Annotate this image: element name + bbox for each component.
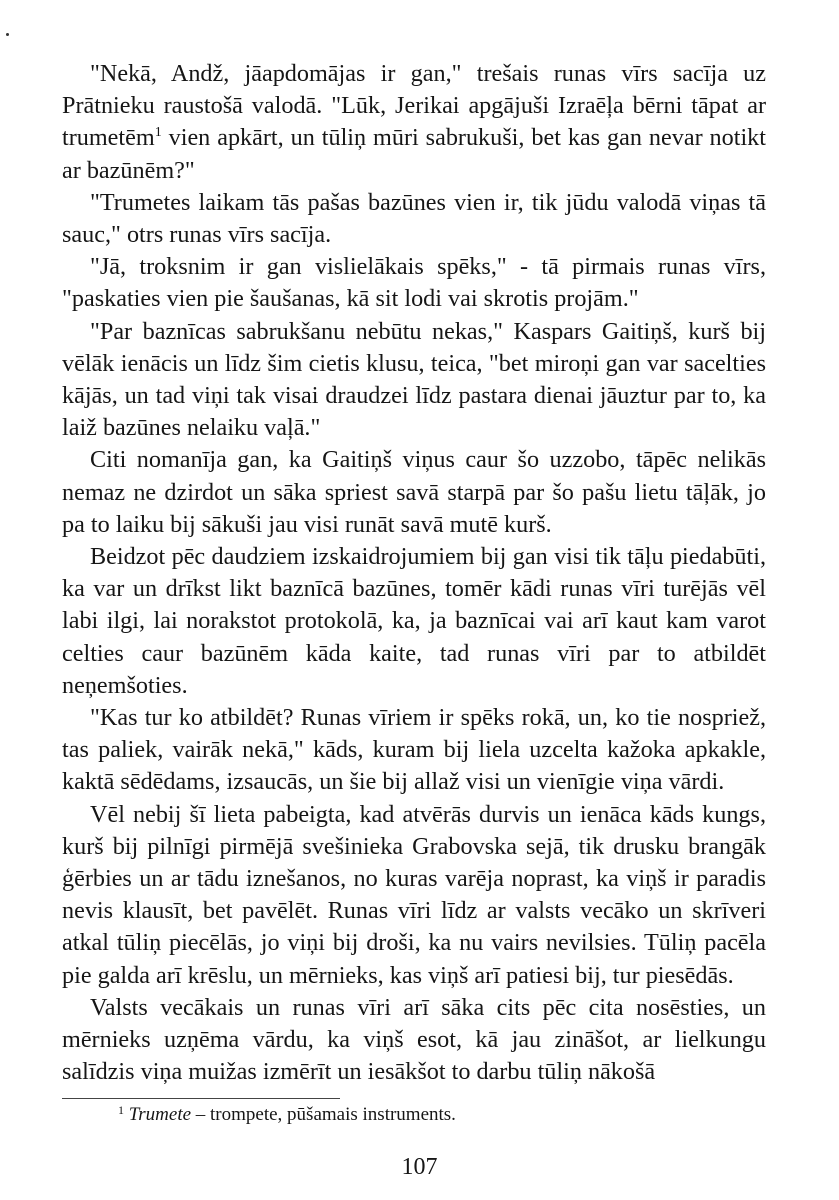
paragraph: "Jā, troksnim ir gan vislielākais spēks," - tā pirmais runas vīrs, "paskaties vien pie šaušanas, kā sit lodi vai skrotis projām.": [62, 253, 766, 313]
paragraph: "Trumetes laikam tās pašas bazūnes vien ir, tik jūdu valodā viņas tā sauc," otrs runas vīrs sacīja.: [62, 188, 766, 249]
paragraph: "Kas tur ko atbildēt? Runas vīriem ir spēks rokā, un, ko tie nospriež, tas paliek, vairāk nekā," kāds, kuram bij liela uzcelta kažoka apkakle, kaktā sēdēdams, izsaucās, un šie bij allaž visi un vienīgie viņa vārdi.: [62, 704, 766, 796]
paragraph: [62, 58, 766, 187]
footnote-reference: 1: [154, 125, 162, 141]
paragraph: Citi nomanīja gan, ka Gaitiņš viņus caur šo uzzobo, tāpēc nelikās nemaz ne dzirdot un sāka spriest savā starpā par šo pašu lietu tāļāk, jo pa to laiku bij sākuši jau visi runāt savā mutē kurš.: [62, 446, 766, 538]
footnote-term: Trumete: [128, 1104, 192, 1125]
page-number: 107: [401, 1154, 438, 1180]
paragraph: Vēl nebij šī lieta pabeigta, kad atvērās durvis un ienāca kāds kungs, kurš bij pilnīgi pirmējā svešinieka Grabovska sejā, tik drusku brangāk ģērbies un ar tādu iznešanos, no kuras varēja noprast, ka viņš ir paradis nevis klausīt, bet pavēlēt. Runas vīri līdz ar valsts vecāko un skrīveri atkal tūliņ piecēlās, jo viņi bij droši, ka nu vairs nevilsies. Tūliņ pacēla pie galda arī krēslu, un mērnieks, kas viņš arī patiesi bij, tur piesēdās.: [62, 800, 766, 989]
footnote: [118, 1102, 758, 1128]
scan-speck: [6, 33, 9, 36]
body-text: [62, 58, 766, 1089]
paragraph-text: vien apkārt, un tūliņ mūri sabrukuši, bet kas gan nevar notikt ar bazūnēm?": [62, 124, 766, 184]
footnote-definition: – trompete, pūšamais instruments.: [191, 1104, 456, 1125]
footnote-mark: 1: [118, 1103, 124, 1117]
paragraph: Valsts vecākais un runas vīri arī sāka cits pēc cita nosēsties, un mērnieks uzņēma vārdu, ka viņš esot, kā jau zināšot, ar lielkungu salīdzis viņa muižas izmērīt un iesākšot to darbu tūliņ nākošā: [62, 993, 766, 1086]
paragraph: Beidzot pēc daudziem izskaidrojumiem bij gan visi tik tāļu piedabūti, ka var un drīkst likt baznīcā bazūnes, tomēr kādi runas vīri turējās vēl labi ilgi, lai norakstot protokolā, ka, ja baznīcai vai arī kaut kam varot celties caur bazūnēm kāda kaite, tad runas vīri par to atbildēt neņemšoties.: [62, 543, 766, 699]
paragraph-text: "Nekā, Andž, jāapdomājas ir gan," trešais runas vīrs sacīja uz Prātnieku raustošā valodā. "Lūk, Jerikai apgājuši Izraēļa bērni tāpat ar trumetēm: [62, 60, 766, 152]
paragraph: "Par baznīcas sabrukšanu nebūtu nekas," Kaspars Gaitiņš, kurš bij vēlāk ienācis un līdz šim cietis klusu, teica, "bet miroņi gan var sacelties kājās, un tad viņi tak visai draudzei līdz pastara dienai jāuztur par to, ka laiž bazūnes nelaiku vaļā.": [62, 317, 766, 442]
footnote-divider: [62, 1098, 340, 1099]
